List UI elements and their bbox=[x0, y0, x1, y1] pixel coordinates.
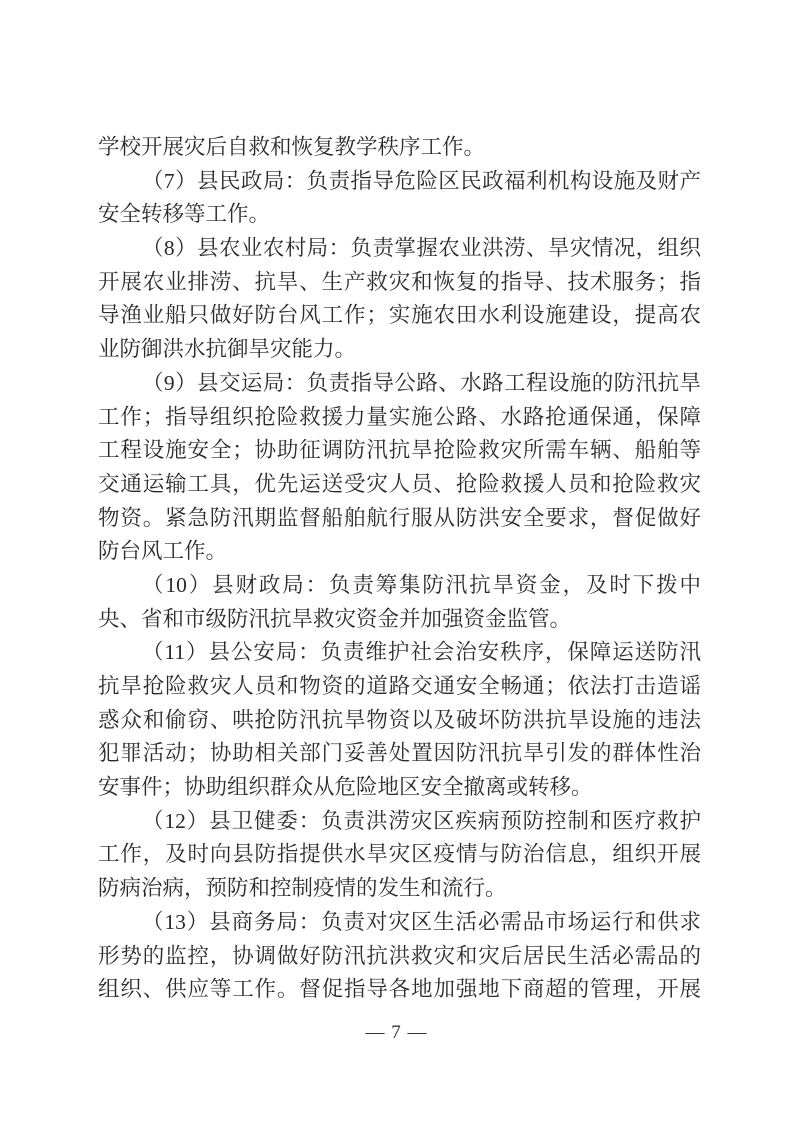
text-line: 工作；指导组织抢险救援力量实施公路、水路抢通保通，保障 bbox=[98, 404, 701, 429]
text-line: 安事件；协助组织群众从危险地区安全撤离或转移。 bbox=[98, 775, 593, 800]
text-line: 犯罪活动；协助相关部门妥善处置因防汛抗旱引发的群体性治 bbox=[98, 741, 701, 766]
text-line: 业防御洪水抗御旱灾能力。 bbox=[98, 337, 357, 362]
document-body bbox=[98, 131, 701, 1007]
text-line: 惑众和偷窃、哄抢防汛抗旱物资以及破坏防洪抗旱设施的违法 bbox=[98, 707, 701, 732]
text-line: 工作，及时向县防指提供水旱灾区疫情与防治信息，组织开展 bbox=[98, 842, 701, 867]
text-line: （12）县卫健委：负责洪涝灾区疾病预防控制和医疗救护 bbox=[142, 808, 701, 833]
text-line: 物资。紧急防汛期监督船舶航行服从防洪安全要求，督促做好 bbox=[98, 505, 701, 530]
text-line: （8）县农业农村局：负责掌握农业洪涝、旱灾情况，组织 bbox=[142, 236, 701, 261]
text-line: 防病治病，预防和控制疫情的发生和流行。 bbox=[98, 876, 507, 901]
text-line: 抗旱抢险救灾人员和物资的道路交通安全畅通；依法打击造谣 bbox=[98, 674, 701, 698]
page-number: — 7 — bbox=[365, 1022, 428, 1043]
text-line: （13）县商务局：负责对灾区生活必需品市场运行和供求 bbox=[142, 909, 701, 934]
text-line: 央、省和市级防汛抗旱救灾资金并加强资金监管。 bbox=[98, 606, 572, 631]
text-line: 防台风工作。 bbox=[98, 539, 228, 564]
text-line: 交通运输工具，优先运送受灾人员、抢险救援人员和抢险救灾 bbox=[98, 471, 701, 496]
text-line: 导渔业船只做好防台风工作；实施农田水利设施建设，提高农 bbox=[98, 303, 701, 328]
text-line: 工程设施安全；协助征调防汛抗旱抢险救灾所需车辆、船舶等 bbox=[98, 438, 701, 463]
text-line: 组织、供应等工作。督促指导各地加强地下商超的管理，开展 bbox=[98, 977, 701, 1002]
text-line: 开展农业排涝、抗旱、生产救灾和恢复的指导、技术服务；指 bbox=[98, 269, 701, 294]
text-line: 形势的监控，协调做好防汛抗洪救灾和灾后居民生活必需品的 bbox=[98, 943, 701, 968]
text-line: 学校开展灾后自救和恢复教学秩序工作。 bbox=[98, 135, 486, 159]
text-line: 安全转移等工作。 bbox=[98, 202, 271, 227]
text-line: （7）县民政局：负责指导危险区民政福利机构设施及财产 bbox=[142, 168, 701, 193]
text-line: （11）县公安局：负责维护社会治安秩序，保障运送防汛 bbox=[142, 640, 701, 665]
text-line: （10）县财政局：负责筹集防汛抗旱资金，及时下拨中 bbox=[142, 572, 701, 597]
text-line: （9）县交运局：负责指导公路、水路工程设施的防汛抗旱 bbox=[142, 370, 701, 395]
